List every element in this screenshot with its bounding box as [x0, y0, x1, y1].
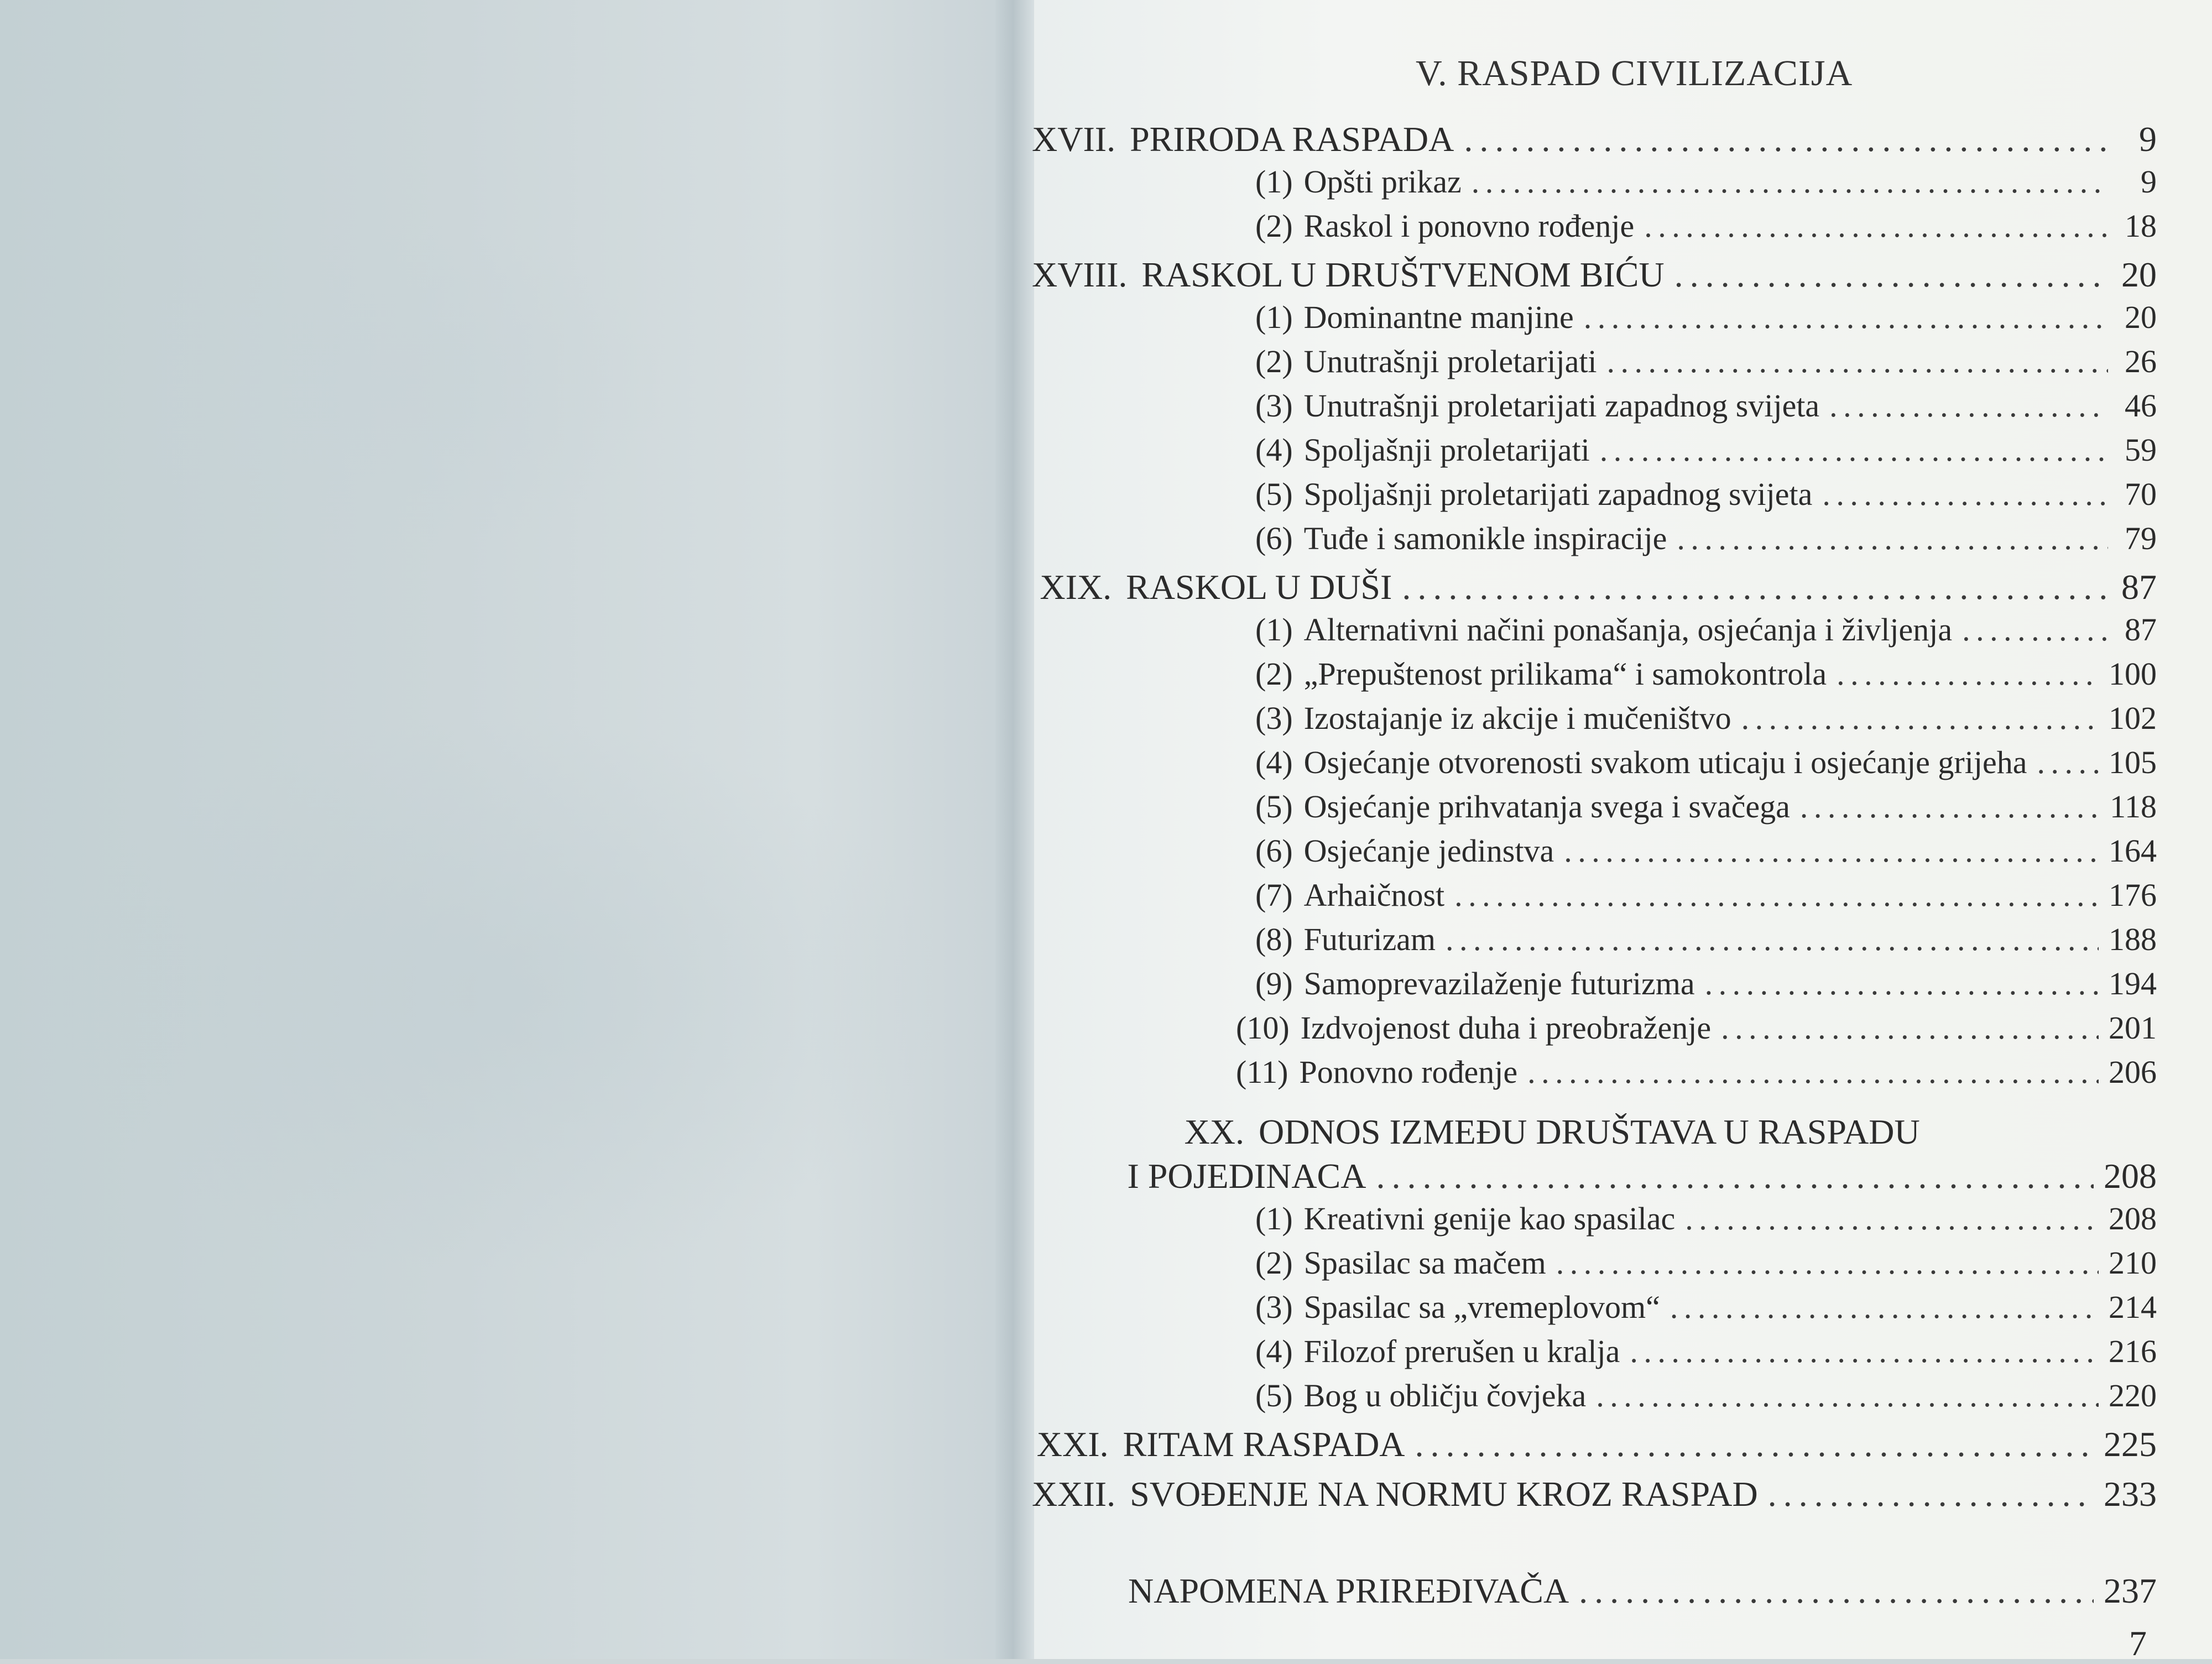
page-ref: 208: [2109, 1201, 2157, 1237]
chapter-numeral: XVII.: [1032, 119, 1116, 159]
page-ref: 9: [2139, 119, 2157, 159]
toc-entry: [1032, 254, 2157, 295]
section-title: Spoljašnji proletarijati zapadnog svijeta: [1303, 476, 1813, 512]
toc-entry: [1255, 387, 2157, 424]
section-numeral: (10): [1236, 1010, 1290, 1046]
section-numeral: (6): [1255, 520, 1293, 556]
chapter-numeral: XXI.: [1036, 1425, 1109, 1464]
dot-leader: [1596, 1377, 2099, 1414]
dot-leader: [1962, 611, 2108, 648]
section-numeral: (5): [1255, 789, 1293, 825]
part-title: V. RASPAD CIVILIZACIJA: [1416, 53, 1853, 93]
page-ref: 210: [2109, 1245, 2157, 1281]
page-ref: 188: [2109, 921, 2157, 957]
dot-leader: [1677, 520, 2108, 557]
toc-entry: [1255, 1333, 2157, 1370]
section-title: Futurizam: [1303, 921, 1436, 957]
chapter-numeral: XIX.: [1040, 567, 1112, 607]
dot-leader: [1829, 387, 2108, 424]
dot-leader: [1464, 119, 2108, 160]
section-title: Filozof prerušen u kralja: [1303, 1333, 1620, 1369]
dot-leader: [1607, 343, 2108, 380]
dot-leader: [1685, 1200, 2099, 1237]
toc-entry: [1032, 1474, 2157, 1515]
section-title: Izostajanje iz akcije i mučeništvo: [1303, 700, 1731, 736]
chapter-title: PRIRODA RASPADA: [1130, 119, 1454, 159]
chapter-numeral: XXII.: [1032, 1474, 1116, 1514]
section-numeral: (2): [1255, 1245, 1293, 1281]
page-ref: 233: [2104, 1474, 2157, 1514]
section-numeral: (1): [1255, 164, 1293, 200]
page-ref: 176: [2109, 877, 2157, 913]
toc-entry: [1255, 1377, 2157, 1414]
toc-entry: [1255, 832, 2157, 869]
page-ref: 20: [2121, 255, 2157, 294]
page-ref: 102: [2109, 700, 2157, 736]
toc-entry: [1255, 877, 2157, 914]
section-numeral: (4): [1255, 1333, 1293, 1369]
toc-entry: [1255, 921, 2157, 958]
page-ref: 201: [2109, 1010, 2157, 1046]
toc-entry: [1255, 299, 2157, 336]
chapter-title: RITAM RASPADA: [1123, 1425, 1405, 1464]
page-ref: 18: [2125, 208, 2157, 244]
section-title: Unutrašnji proletarijati zapadnog svijeta: [1303, 388, 1820, 424]
dot-leader: [1472, 163, 2108, 200]
page-ref: 9: [2141, 164, 2157, 200]
page-ref: 237: [2104, 1571, 2157, 1610]
toc-entry: [1255, 611, 2157, 648]
section-title: Bog u obličju čovjeka: [1303, 1378, 1587, 1413]
toc-entry: [1128, 1571, 2157, 1611]
toc-entry: [1032, 1156, 2157, 1197]
section-numeral: (8): [1255, 921, 1293, 957]
section-numeral: (2): [1255, 343, 1293, 379]
section-title: Spasilac sa mačem: [1303, 1245, 1546, 1281]
page-ref: 220: [2109, 1378, 2157, 1413]
dot-leader: [1600, 431, 2108, 468]
section-numeral: (2): [1255, 656, 1293, 692]
section-title: Dominantne manjine: [1303, 299, 1574, 335]
dot-leader: [1741, 700, 2099, 737]
chapter-title: I POJEDINACA: [1127, 1156, 1366, 1196]
toc-entry: [1255, 476, 2157, 513]
section-numeral: (4): [1255, 432, 1293, 468]
toc-entry: [1255, 163, 2157, 200]
section-title: Tuđe i samonikle inspiracije: [1303, 520, 1667, 556]
dot-leader: [1556, 1244, 2099, 1281]
page-ref: 216: [2109, 1333, 2157, 1369]
page-ref: 70: [2125, 476, 2157, 512]
toc-entry: [1255, 1244, 2157, 1281]
page-ref: 164: [2109, 833, 2157, 869]
section-numeral: (1): [1255, 299, 1293, 335]
toc-entry: [1255, 1200, 2157, 1237]
toc-entry: [1255, 655, 2157, 692]
page-ref: 79: [2125, 520, 2157, 556]
toc-entry: [1255, 788, 2157, 825]
chapter-title: NAPOMENA PRIREĐIVAČA: [1128, 1571, 1569, 1610]
dot-leader: [1454, 877, 2099, 914]
page-ref: 225: [2104, 1425, 2157, 1464]
section-title: Opšti prikaz: [1303, 164, 1462, 200]
dot-leader: [1446, 921, 2099, 958]
toc-entry: [1255, 343, 2157, 380]
section-numeral: (7): [1255, 877, 1293, 913]
dot-leader: [1376, 1156, 2094, 1197]
section-title: Arhaičnost: [1303, 877, 1445, 913]
toc-entry: [1032, 567, 2157, 608]
dot-leader: [1822, 476, 2108, 513]
section-title: Spoljašnji proletarijati: [1303, 432, 1590, 468]
page-ref: 26: [2125, 343, 2157, 379]
toc-entry: [1236, 1009, 2157, 1046]
page-number: 7: [2129, 1624, 2147, 1663]
section-numeral: (1): [1255, 612, 1293, 648]
page-ref: 46: [2125, 388, 2157, 424]
page-ref: 87: [2121, 567, 2157, 607]
section-title: Spasilac sa „vremeplovom“: [1303, 1289, 1660, 1325]
toc-entry: [1255, 1289, 2157, 1326]
toc-entry: [1255, 431, 2157, 468]
dot-leader: [1402, 567, 2108, 608]
section-numeral: (6): [1255, 833, 1293, 869]
dot-leader: [1721, 1009, 2099, 1046]
section-numeral: (4): [1255, 744, 1293, 780]
toc-entry: [1032, 1112, 2157, 1152]
dot-leader: [1670, 1289, 2099, 1326]
page-ref: 206: [2109, 1054, 2157, 1090]
section-title: Izdvojenost duha i preobraženje: [1300, 1010, 1712, 1046]
dot-leader: [1415, 1424, 2094, 1465]
toc-entry: [1255, 207, 2157, 244]
page-ref: 20: [2125, 299, 2157, 335]
dot-leader: [1768, 1474, 2094, 1515]
page-ref: 118: [2110, 789, 2157, 825]
section-numeral: (9): [1255, 966, 1293, 1001]
section-numeral: (3): [1255, 388, 1293, 424]
chapter-numeral: XX.: [1184, 1112, 1244, 1151]
dot-leader: [2037, 744, 2099, 781]
dot-leader: [1579, 1571, 2094, 1611]
section-title: Samoprevazilaženje futurizma: [1303, 966, 1695, 1001]
section-title: Osjećanje prihvatanja svega i svačega: [1303, 789, 1790, 825]
chapter-title: SVOĐENJE NA NORMU KROZ RASPAD: [1130, 1474, 1758, 1514]
chapter-title: RASKOL U DRUŠTVENOM BIĆU: [1141, 255, 1665, 294]
toc-entry: [1255, 520, 2157, 557]
dot-leader: [1705, 965, 2099, 1002]
dot-leader: [1630, 1333, 2099, 1370]
section-title: Osjećanje otvorenosti svakom uticaju i osjećanje grijeha: [1303, 744, 2027, 780]
toc-entry: [1255, 965, 2157, 1002]
section-numeral: (11): [1236, 1054, 1288, 1090]
page-ref: 208: [2104, 1156, 2157, 1196]
dot-leader: [1644, 207, 2108, 244]
toc-entry: [1032, 119, 2157, 160]
section-title: Osjećanje jedinstva: [1303, 833, 1554, 869]
section-title: Raskol i ponovno rođenje: [1303, 208, 1635, 244]
toc-entry: [1236, 1053, 2157, 1091]
section-numeral: (3): [1255, 700, 1293, 736]
page-ref: 87: [2125, 612, 2157, 648]
dot-leader: [1584, 299, 2108, 336]
section-numeral: (5): [1255, 1378, 1293, 1413]
section-title: Alternativni načini ponašanja, osjećanja i življenja: [1303, 612, 1953, 648]
page-ref: 59: [2125, 432, 2157, 468]
dot-leader: [1837, 655, 2099, 692]
chapter-numeral: XVIII.: [1032, 255, 1128, 294]
section-title: „Prepuštenost prilikama“ i samokontrola: [1303, 656, 1827, 692]
page-ref: 100: [2109, 656, 2157, 692]
section-numeral: (1): [1255, 1201, 1293, 1237]
dot-leader: [1527, 1053, 2099, 1091]
chapter-title: ODNOS IZMEĐU DRUŠTAVA U RASPADU: [1259, 1112, 1920, 1151]
toc-entry: [1255, 744, 2157, 781]
section-title: Kreativni genije kao spasilac: [1303, 1201, 1676, 1237]
section-numeral: (3): [1255, 1289, 1293, 1325]
section-numeral: (2): [1255, 208, 1293, 244]
chapter-title: RASKOL U DUŠI: [1126, 567, 1392, 607]
toc-entry: [1032, 1424, 2157, 1465]
dot-leader: [1564, 832, 2099, 869]
dot-leader: [1674, 254, 2108, 295]
section-title: Unutrašnji proletarijati: [1303, 343, 1597, 379]
page-ref: 194: [2109, 966, 2157, 1001]
section-title: Ponovno rođenje: [1299, 1054, 1518, 1090]
toc-entry: [1255, 700, 2157, 737]
page-ref: 214: [2109, 1289, 2157, 1325]
section-numeral: (5): [1255, 476, 1293, 512]
dot-leader: [1800, 788, 2100, 825]
page-ref: 105: [2109, 744, 2157, 780]
